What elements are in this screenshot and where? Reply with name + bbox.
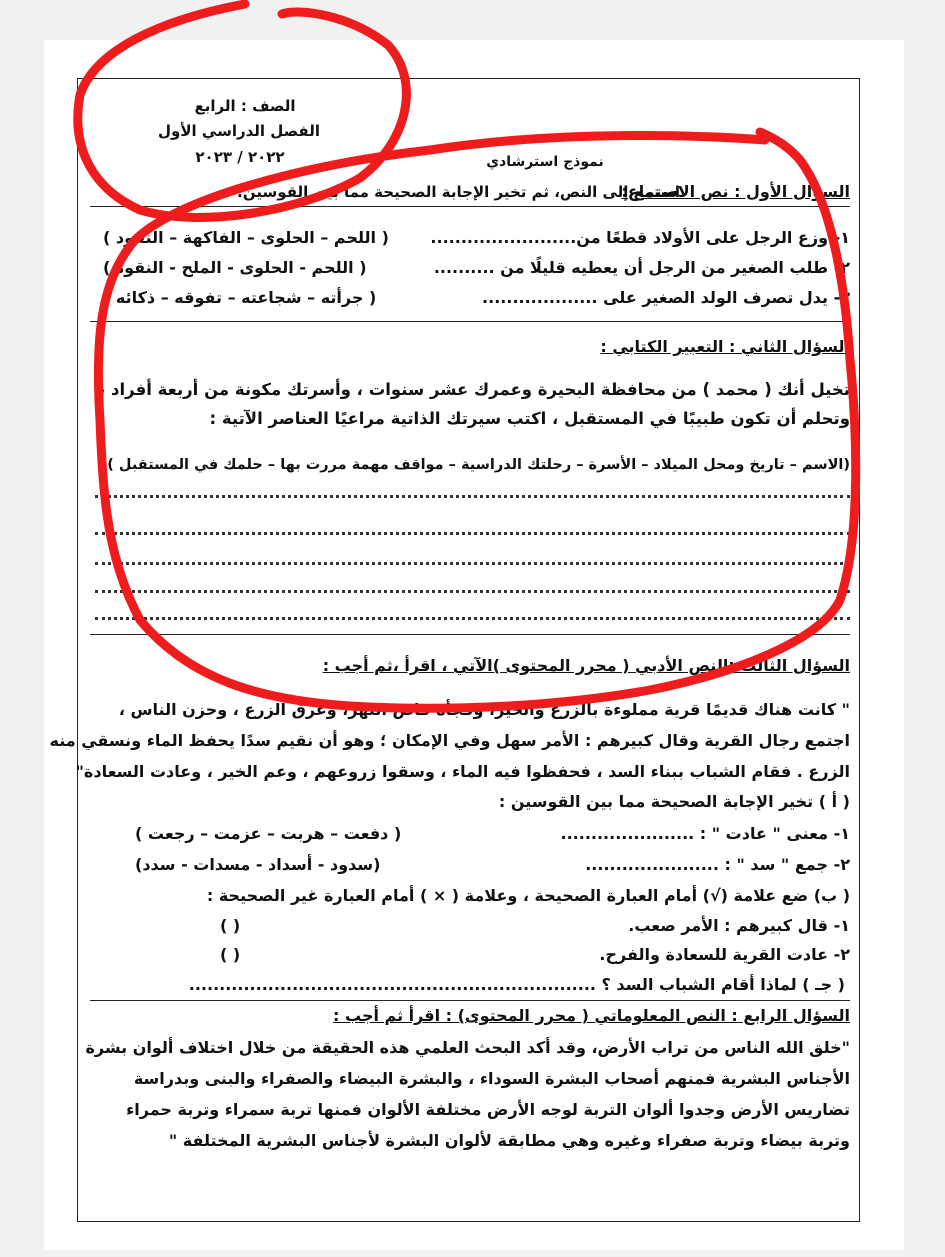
q3-part-b-item-1-mark[interactable]: ( ) — [220, 916, 241, 935]
q1-title: السؤال الأول : نص الاستماع: — [621, 182, 850, 201]
q3-passage-line-2: اجتمع رجال القرية وقال كبيرهم : الأمر سهل وفي الإمكان ؛ وهو أن نقيم سدًا يحفظ الماء ونسقي منه — [49, 731, 850, 750]
q1-item-2-options: ( اللحم - الحلوى - الملح - النقود ) — [103, 258, 367, 277]
q3-part-a-item-1-options: ( دفعت – هربت – عزمت – رجعت ) — [135, 824, 402, 843]
answer-line[interactable] — [95, 495, 850, 498]
q4-passage-line-2: الأجناس البشرية فمنهم أصحاب البشرة السوداء ، والبشرة البيضاء والصفراء والبنى وبدراسة — [133, 1069, 850, 1088]
year-label: ٢٠٢٢ / ٢٠٢٣ — [195, 148, 285, 166]
q1-item-1: ١- وزع الرجل على الأولاد قطعًا من........................ — [430, 228, 850, 247]
q1-item-3: ٣- يدل تصرف الولد الصغير على ................... — [482, 288, 850, 307]
divider — [90, 321, 850, 322]
q1-item-3-options: ( جرأته – شجاعته – تفوقه – ذكائه ) — [103, 288, 377, 307]
q3-part-b-item-1: ١- قال كبيرهم : الأمر صعب. — [628, 916, 850, 935]
q3-part-b-item-2: ٢- عادت القرية للسعادة والفرح. — [599, 945, 850, 964]
q1-item-2: ٢- طلب الصغير من الرجل أن يعطيه قليلًا من .......... — [433, 258, 850, 277]
model-label: نموذج استرشادي — [486, 154, 604, 170]
q4-title: السؤال الرابع : النص المعلوماتي ( محرر المحتوى) : اقرأ ثم أجب : — [333, 1006, 850, 1025]
divider — [90, 206, 850, 207]
q4-passage-line-3: تضاريس الأرض وجدوا ألوان التربة لوجه الأرض مختلفة الألوان فمنها تربة سمراء وتربة حمراء — [126, 1100, 850, 1119]
q2-elements: (الاسم – تاريخ ومحل الميلاد – الأسرة – رحلتك الدراسية – مواقف مهمة مررت بها – حلمك في المستقبل ) — [107, 457, 850, 473]
grade-label: الصف : الرابع — [194, 97, 296, 115]
answer-line[interactable] — [95, 532, 850, 535]
q3-part-a-title: ( أ ) تخير الإجابة الصحيحة مما بين القوسين : — [498, 792, 850, 811]
answer-line[interactable] — [95, 590, 850, 593]
q3-part-b-title: ( ب) ضع علامة (√) أمام العبارة الصحيحة ، وعلامة ( × ) أمام العبارة غير الصحيحة : — [206, 886, 850, 905]
q3-part-c: ( جـ ) لماذا أقام الشباب السد ؟ ................................................................... — [188, 975, 845, 994]
q2-title: السؤال الثاني : التعبير الكتابي : — [600, 337, 850, 356]
answer-line[interactable] — [95, 562, 850, 565]
answer-line[interactable] — [95, 617, 850, 620]
q3-part-b-item-2-mark[interactable]: ( ) — [220, 945, 241, 964]
q2-prompt-line-2: وتحلم أن تكون طبيبًا في المستقبل ، اكتب سيرتك الذاتية مراعيًا العناصر الآتية : — [209, 409, 850, 428]
q4-passage-line-4: وتربة بيضاء وتربة صفراء وغيره وهي مطابقة لألوان البشرة لأجناس البشرية المختلفة " — [168, 1131, 850, 1150]
q1-item-1-options: ( اللحم – الحلوى – الفاكهة – النقود ) — [103, 228, 389, 247]
q4-passage-line-1: "خلق الله الناس من تراب الأرض، وقد أكد البحث العلمي هذه الحقيقة من خلال اختلاف ألوان بشرة — [85, 1038, 850, 1057]
term-label: الفصل الدراسي الأول — [158, 122, 320, 140]
q3-title: السؤال الثالث :النص الأدبي ( محرر المحتوى )الآتي ، اقرأ ،ثم أجب : — [322, 656, 850, 675]
q3-passage-line-3: الزرع . فقام الشباب ببناء السد ، فحفظوا فيه الماء ، وسقوا زروعهم ، وعم الخير ، وعادت السعادة" — [75, 762, 850, 781]
q3-part-a-item-1: ١- معنى " عادت " : ...................... — [560, 824, 850, 843]
q2-prompt-line-1: تخيل أنك ( محمد ) من محافظة البحيرة وعمرك عشر سنوات ، وأسرتك مكونة من أربعة أفراد ، — [99, 380, 850, 399]
q3-part-a-item-2: ٢- جمع " سد " : ...................... — [585, 855, 850, 874]
divider — [90, 1000, 850, 1001]
q3-passage-line-1: " كانت هناك قديمًا قرية مملوءة بالزرع والخير، وفجأة فاض النهر، وغرق الزرع ، وحزن الناس ، — [118, 700, 850, 719]
divider — [90, 634, 850, 635]
q1-instruction: استمع إلى النص، ثم تخير الإجابة الصحيحة مما بين القوسين: — [236, 183, 680, 201]
q3-part-a-item-2-options: (سدود - أسداد - مسدات - سدد) — [135, 855, 381, 874]
